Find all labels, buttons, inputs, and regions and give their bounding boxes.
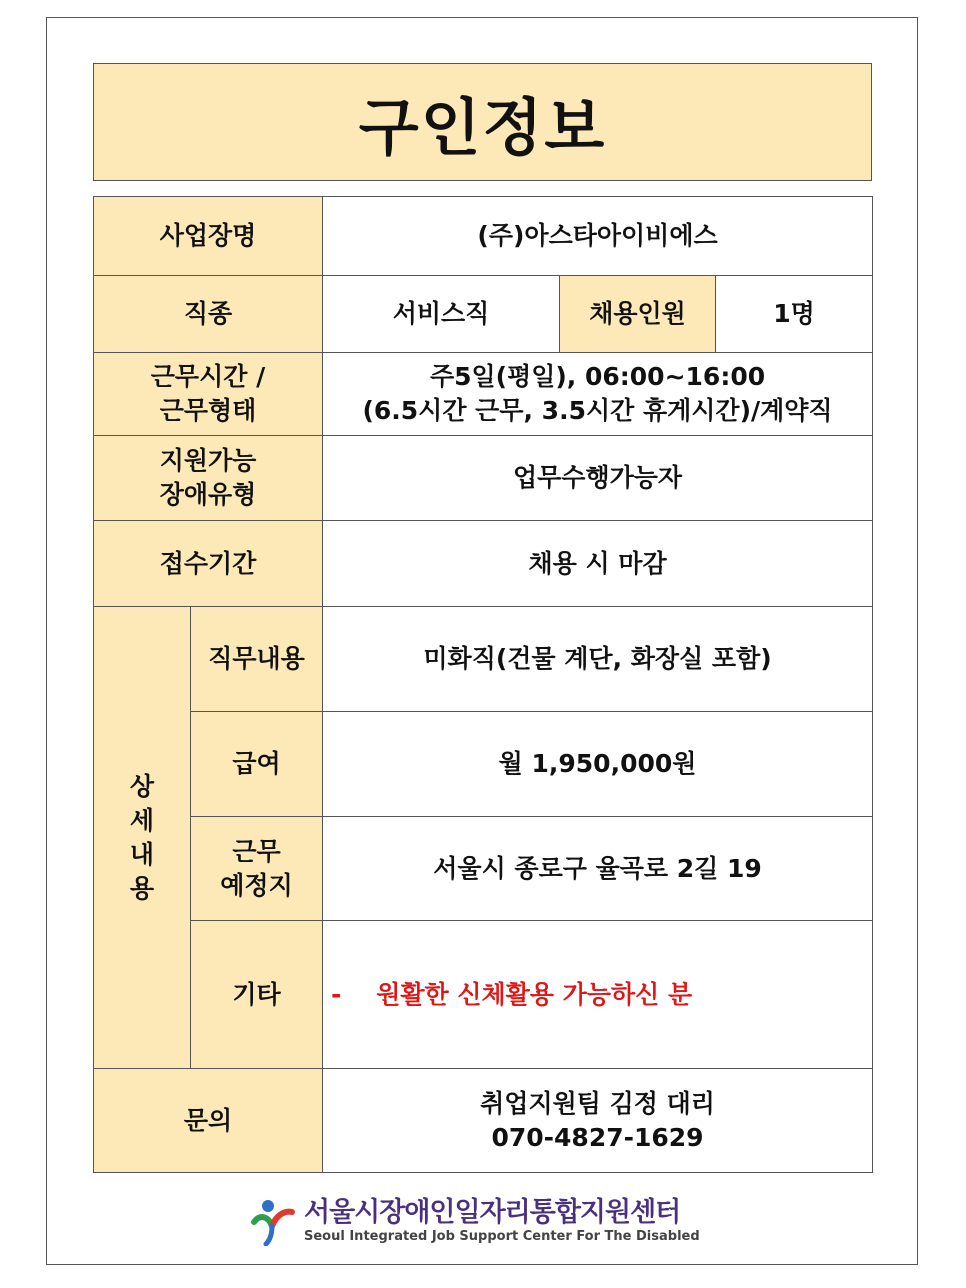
contact-value <box>323 1069 873 1173</box>
table-row <box>94 197 873 276</box>
disability-value: 업무수행가능자 <box>323 436 873 521</box>
org-name: 서울시장애인일자리통합지원센터 <box>304 1197 681 1228</box>
company-value: (주)아스타아이비에스 <box>323 197 873 276</box>
contact-person: 취업지원팀 김정 대리 <box>480 1088 715 1118</box>
contact-phone: 070-4827-1629 <box>491 1122 704 1152</box>
work-hours-label <box>94 353 323 436</box>
salary-label: 급여 <box>191 712 323 817</box>
period-value: 채용 시 마감 <box>323 521 873 607</box>
duty-label: 직무내용 <box>191 607 323 712</box>
work-hours-value <box>323 353 873 436</box>
table-row <box>94 353 873 436</box>
details-group-char: 상 <box>129 771 155 801</box>
location-label-line2: 예정지 <box>220 870 293 900</box>
salary-value: 월 1,950,000원 <box>323 712 873 817</box>
contact-label: 문의 <box>94 1069 323 1173</box>
footer-text <box>304 1197 700 1245</box>
details-group-char: 세 <box>129 805 155 835</box>
table-row <box>94 276 873 353</box>
table-row <box>94 817 873 921</box>
org-name-en: Seoul Integrated Job Support Center For The Disabled <box>304 1229 700 1244</box>
disability-label-line1: 지원가능 <box>159 446 257 475</box>
work-hours-label-line1: 근무시간 / <box>150 362 266 391</box>
hire-count-label: 채용인원 <box>560 276 716 353</box>
seoul-logo-icon <box>250 1196 298 1246</box>
location-label <box>191 817 323 921</box>
table-row <box>94 607 873 712</box>
disability-label-line2: 장애유형 <box>159 480 257 509</box>
details-group-char: 내 <box>129 839 155 869</box>
table-row <box>94 436 873 521</box>
details-group-label <box>94 607 191 1069</box>
details-group-char: 용 <box>129 873 155 903</box>
work-hours-label-line2: 근무형태 <box>159 396 257 425</box>
company-label: 사업장명 <box>94 197 323 276</box>
location-label-line1: 근무 <box>232 836 281 866</box>
duty-value: 미화직(건물 계단, 화장실 포함) <box>323 607 873 712</box>
disability-label <box>94 436 323 521</box>
period-label: 접수기간 <box>94 521 323 607</box>
job-type-label: 직종 <box>94 276 323 353</box>
hire-count-value: 1명 <box>716 276 873 353</box>
footer-logo <box>250 1192 730 1250</box>
table-row <box>94 921 873 1069</box>
page-title: 구인정보 <box>358 90 607 164</box>
table-row <box>94 712 873 817</box>
etc-value: - 원활한 신체활용 가능하신 분 <box>323 921 873 1069</box>
table-row <box>94 1069 873 1173</box>
etc-label: 기타 <box>191 921 323 1069</box>
table-row <box>94 521 873 607</box>
work-hours-value-line1: 주5일(평일), 06:00~16:00 <box>429 362 766 391</box>
job-info-table <box>93 196 873 1173</box>
location-value: 서울시 종로구 율곡로 2길 19 <box>323 817 873 921</box>
job-type-value: 서비스직 <box>323 276 560 353</box>
work-hours-value-line2: (6.5시간 근무, 3.5시간 휴게시간)/계약직 <box>362 396 833 425</box>
title-banner <box>93 63 872 181</box>
